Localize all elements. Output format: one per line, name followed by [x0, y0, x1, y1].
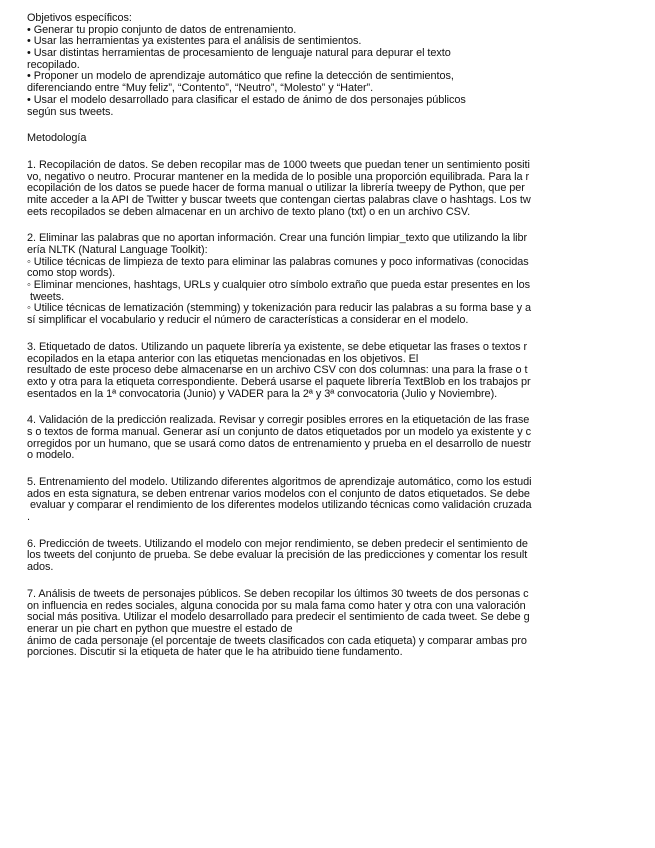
- paragraph-line: mite acceder a la API de Twitter y buscar tweets que contengan ciertas palabras clave o hashtags. Los tw: [27, 193, 531, 206]
- paragraph-line: ◦ Utilice técnicas de limpieza de texto para eliminar las palabras comunes y poco informativas (conocidas: [27, 255, 529, 268]
- paragraph-line: ados en esta signatura, se deben entrenar varios modelos con el conjunto de datos etiquetados. Se debe: [27, 487, 530, 500]
- paragraph-line: orregidos por un humano, que se usará como datos de entrenamiento y prueba en el desarrollo de nuestr: [27, 437, 532, 450]
- paragraph-line: exto y otra para la etiqueta correspondiente. Deberá usarse el paquete librería TextBlob en los trabajos pr: [27, 375, 531, 388]
- paragraph-line: 5. Entrenamiento del modelo. Utilizando diferentes algoritmos de aprendizaje automático, como los estudi: [27, 476, 532, 488]
- paragraph-line: on influencia en redes sociales, alguna conocida por su mala fama como hater y otra con una valoración: [27, 599, 526, 612]
- paragraph-line: s o textos de forma manual. Generar así un conjunto de datos etiquetados por un modelo ya existente y c: [27, 425, 531, 438]
- objective-line: • Proponer un modelo de aprendizaje automático que refine la detección de sentimientos,: [27, 70, 454, 83]
- objective-line: recopilado.: [27, 58, 80, 71]
- methodology-step-1: [27, 160, 631, 218]
- objective-line: • Generar tu propio conjunto de datos de entrenamiento.: [27, 23, 297, 36]
- paragraph-line: esentados en la 1ª convocatoria (Junio) y VADER para la 2ª y 3ª convocatoria (Julio y Noviembre).: [27, 387, 498, 400]
- paragraph-line: evaluar y comparar el rendimiento de los diferentes modelos utilizando técnicas como validación cruzada: [27, 499, 532, 512]
- methodology-step-3: [27, 342, 631, 400]
- paragraph-line: eets recopilados se deben almacenar en un archivo de texto plano (txt) o en un archivo CSV.: [27, 205, 471, 218]
- objective-line: diferenciando entre “Muy feliz”, “Contento”, “Neutro”, “Molesto” y “Hater”.: [27, 82, 374, 95]
- paragraph-line: como stop words).: [27, 267, 116, 280]
- paragraph-line: 1. Recopilación de datos. Se deben recopilar mas de 1000 tweets que puedan tener un sentimiento positi: [27, 158, 530, 171]
- paragraph-line: 7. Análisis de tweets de personajes públicos. Se deben recopilar los últimos 30 tweets de dos personas c: [27, 587, 529, 600]
- paragraph-line: 2. Eliminar las palabras que no aportan información. Crear una función limpiar_texto que utilizando la libr: [27, 232, 528, 245]
- methodology-heading: Metodología: [27, 132, 87, 145]
- paragraph-line: ánimo de cada personaje (el porcentaje de tweets clasificados con cada etiqueta) y comparar ambas pro: [27, 634, 527, 647]
- objective-line: • Usar el modelo desarrollado para clasificar el estado de ánimo de dos personajes públicos: [27, 93, 466, 106]
- objective-line: según sus tweets.: [27, 105, 114, 118]
- paragraph-line: 4. Validación de la predicción realizada. Revisar y corregir posibles errores en la etiquetación de las frase: [27, 414, 530, 427]
- paragraph-line: ería NLTK (Natural Language Toolkit):: [27, 244, 208, 256]
- objective-line: • Usar distintas herramientas de procesamiento de lenguaje natural para depurar el texto: [27, 47, 451, 60]
- methodology-step-6: [27, 539, 631, 574]
- paragraph-line: ◦ Utilice técnicas de lematización (stemming) y tokenización para reducir las palabras a su forma base y a: [27, 302, 531, 315]
- paragraph-line: ecopilación de los datos se puede hacer de forma manual o utilizar la librería tweepy de Python, que per: [27, 182, 525, 195]
- paragraph-line: .: [27, 511, 30, 524]
- methodology-step-7: [27, 589, 631, 659]
- paragraph-line: o modelo.: [27, 449, 75, 462]
- objectives-section: [27, 13, 631, 118]
- paragraph-line: enerar un pie chart en python que muestre el estado de: [27, 622, 293, 635]
- paragraph-line: los tweets del conjunto de prueba. Se debe evaluar la precisión de las predicciones y comentar los result: [27, 549, 528, 562]
- paragraph-line: ◦ Eliminar menciones, hashtags, URLs y cualquier otro símbolo extraño que pueda estar presentes en los: [27, 279, 531, 292]
- paragraph-line: 3. Etiquetado de datos. Utilizando un paquete librería ya existente, se debe etiquetar las frases o textos r: [27, 340, 528, 353]
- paragraph-line: porciones. Discutir si la etiqueta de hater que le ha atribuido tiene fundamento.: [27, 646, 403, 659]
- objectives-heading: Objetivos específicos:: [27, 12, 132, 24]
- paragraph-line: tweets.: [27, 290, 65, 303]
- paragraph-line: sí simplificar el vocabulario y reducir el número de características a considerar en el modelo.: [27, 314, 469, 327]
- paragraph-line: social más positiva. Utilizar el modelo desarrollado para predecir el sentimiento de cada tweet. Se debe g: [27, 611, 530, 624]
- paragraph-line: 6. Predicción de tweets. Utilizando el modelo con mejor rendimiento, se deben predecir el sentimiento de: [27, 537, 528, 550]
- paragraph-line: resultado de este proceso debe almacenarse en un archivo CSV con dos columnas: una para la frase o t: [27, 364, 528, 377]
- paragraph-line: ados.: [27, 561, 54, 574]
- paragraph-line: vo, negativo o neutro. Procurar mantener en la medida de lo posible una proporción equilibrada. Para la r: [27, 170, 530, 183]
- methodology-step-4: [27, 415, 631, 462]
- objective-line: • Usar las herramientas ya existentes para el análisis de sentimientos.: [27, 35, 362, 48]
- document-page: [27, 13, 631, 659]
- methodology-step-5: [27, 477, 631, 524]
- methodology-step-2: [27, 233, 631, 327]
- paragraph-line: ecopilados en la etapa anterior con las etiquetas mencionadas en los objetivos. El: [27, 352, 419, 365]
